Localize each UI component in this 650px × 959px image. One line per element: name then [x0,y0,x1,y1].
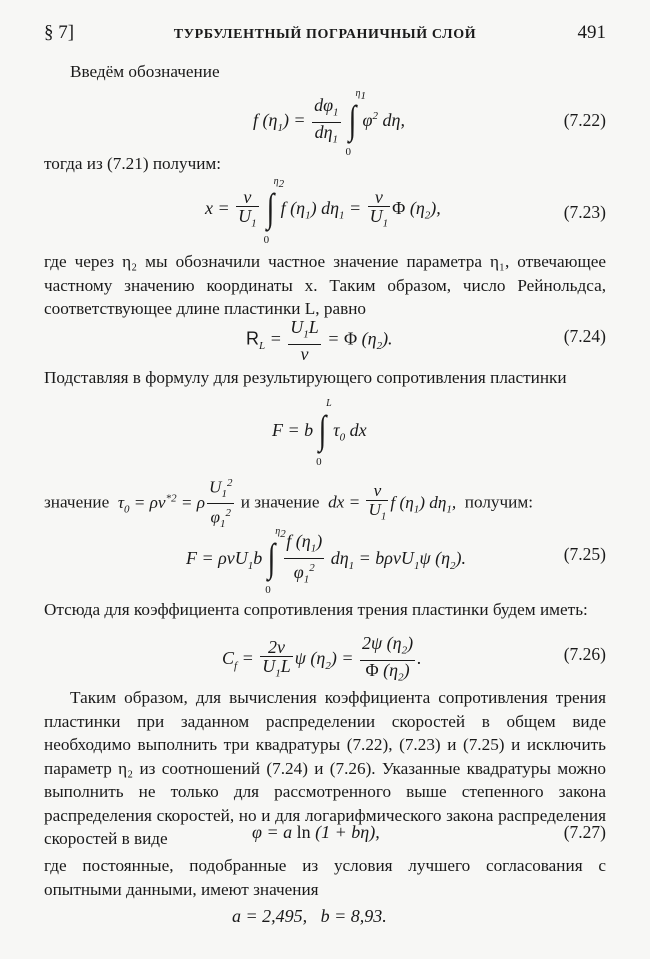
paragraph-substituting: Подставляя в формулу для результирующего сопротивления пластинки [44,368,567,387]
section-mark: § 7] [44,22,75,43]
equation-number: (7.23) [563,202,606,222]
equation-number: (7.27) [563,822,606,842]
equation-7-25: F = ρνU$_1$b ∫ $\eta_2$ 0 $\frac{f (\eta_1)}{\varphi_1^2}$ $d\eta_1 = b\rho\nu U_1\psi$ $(\eta_2)$. (7.25) [186,526,606,597]
paragraph-summary: Таким образом, для вычисления коэффициента сопротивления трения пластинки при заданном распределении скоростей в общем виде необходимо выполнить три квадратуры (7.22), (7.23) и (7.25) и исключить параметр η₂ из соотношений (7.24) и (7.26). Указанные квадратуры можно выполнить не только для рассмотренного выше степенного закона распределения скоростей, но и для логарифмического закона распределения скоростей в виде [44,688,606,848]
paragraph-hence: Отсюда для коэффициента сопротивления трения пластинки будем иметь: [44,600,588,619]
running-title: ТУРБУЛЕНТНЫЙ ПОГРАНИЧНЫЙ СЛОЙ [173,27,477,42]
paragraph-intro: Введём обозначение [70,62,220,81]
paragraph-then: тогда из (7.21) получим: [44,154,222,173]
paragraph-constants: где постоянные, подобранные из условия лучшего согласования с опытными данными, имеют значения [44,856,606,899]
equation-7-27: φ = a ln (1 + bη), (7.27) [252,822,606,842]
page-number: 491 [577,22,606,43]
equation-number: (7.24) [563,326,606,346]
equation-number: (7.26) [563,644,606,664]
text-obtain: получим: [464,492,534,512]
equation-constants [0,906,650,936]
equation-7-22: f $(\eta_1)$ = $\frac{d\varphi_1}{d\eta_1}$ ∫ $\eta_1$ 0 $\varphi^2$ dη, (7.22) [253,88,606,159]
text-and-value: и значение [240,492,320,512]
equation-7-24: $R_L$ = $\frac{U_1L}{\nu}$ = Φ $(\eta_2)$. (7.24) [246,317,606,364]
paragraph-reynolds: где через η₂ мы обозначили частное значение параметра η₁, отвечающее частному значению координаты x. Таким образом, число Рейнольдса, соответствующее длине пластинки L, равно [44,252,606,318]
equation-7-26: $C_f$ = $\frac{2\nu}{U_1L}$ ψ $(\eta_2)$ = $\frac{2\psi (\eta_2)}{\Phi (\eta_2)}$ . (7.26) [222,633,606,684]
equation-number: (7.25) [563,544,606,564]
paragraph-values: значение $\tau_0 = \rho v^{*2} = \rho$ $\frac{U_1^2}{\varphi_1^2}$ и значение dx = $\frac{\nu}{U_1}$ f $(\eta_1)$ $d\eta_1$, получим: [44,474,606,533]
equation-7-23: x = $\frac{\nu}{U_1}$ ∫ $\eta_2$ 0 f $(\eta_1) d\eta_1$ = $\frac{\nu}{U_1}$ Φ $(\eta_2)$, (7.23) [205,176,606,246]
constants-values: a = 2,495, b = 8,93. [232,906,387,926]
text-value-label: значение [44,492,110,512]
equation-number: (7.22) [563,110,606,130]
equation-force: F = b ∫ L 0 $\tau_0$ dx [272,398,367,468]
